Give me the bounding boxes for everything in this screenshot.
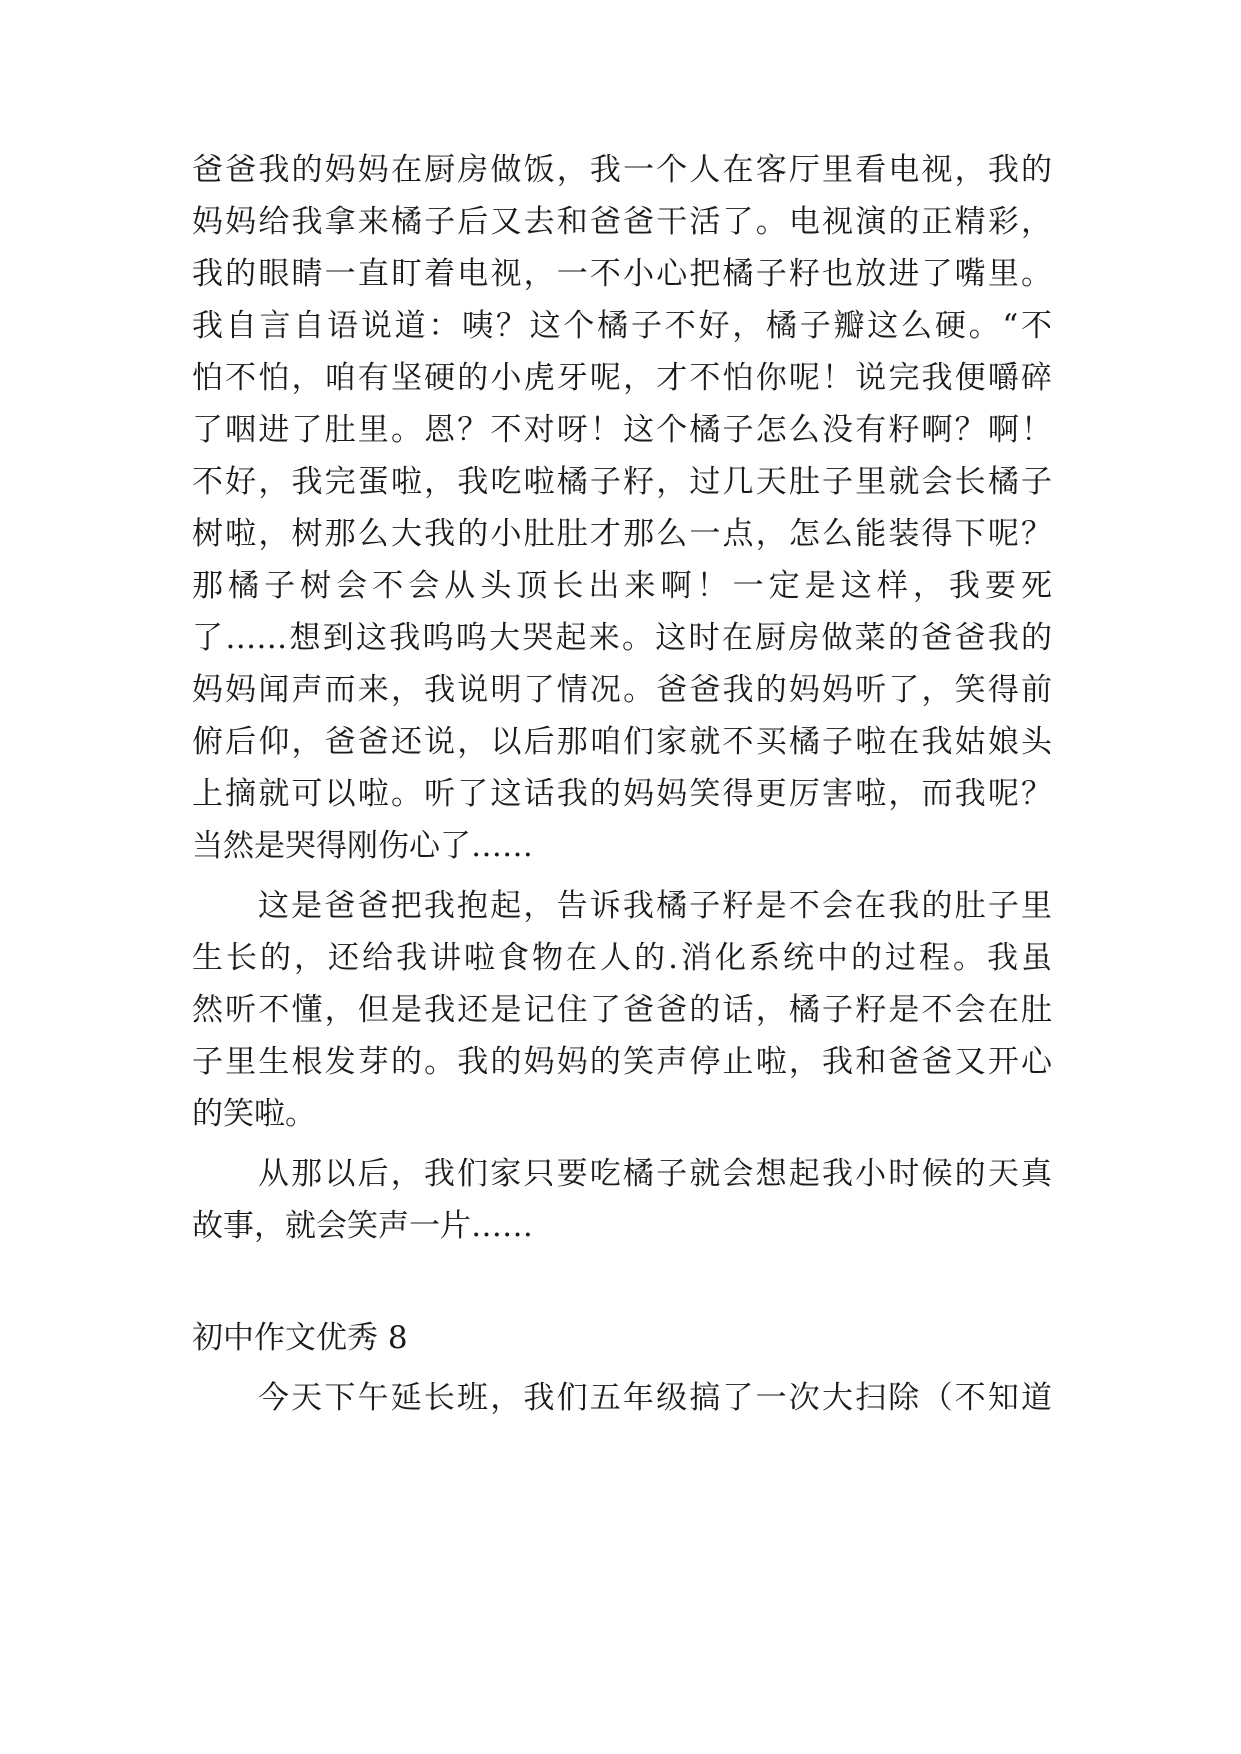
text-line: 故事，就会笑声一片…… — [192, 1208, 533, 1244]
text-line: 妈妈给我拿来橘子后又去和爸爸干活了。电视演的正精彩， — [192, 204, 1052, 240]
text-line: 子里生根发芽的。我的妈妈的笑声停止啦，我和爸爸又开心 — [192, 1044, 1052, 1080]
text-line: 的笑啦。 — [192, 1096, 316, 1132]
text-line: 从那以后，我们家只要吃橘子就会想起我小时候的天真 — [258, 1156, 1052, 1192]
text-line: 然听不懂，但是我还是记住了爸爸的话，橘子籽是不会在肚 — [192, 992, 1052, 1028]
text-line: 当然是哭得刚伤心了…… — [192, 828, 533, 864]
text-line: 了咽进了肚里。恩？不对呀！这个橘子怎么没有籽啊？啊！ — [192, 412, 1052, 448]
section-heading: 初中作文优秀 8 — [192, 1320, 408, 1356]
text-line: 了……想到这我呜呜大哭起来。这时在厨房做菜的爸爸我的 — [192, 620, 1052, 656]
text-line: 不好，我完蛋啦，我吃啦橘子籽，过几天肚子里就会长橘子 — [192, 464, 1052, 500]
text-line: 那橘子树会不会从头顶长出来啊！一定是这样，我要死 — [192, 568, 1052, 604]
text-line: 生长的，还给我讲啦食物在人的.消化系统中的过程。我虽 — [192, 940, 1052, 976]
text-line: 树啦，树那么大我的小肚肚才那么一点，怎么能装得下呢？ — [192, 516, 1052, 552]
text-line: 这是爸爸把我抱起，告诉我橘子籽是不会在我的肚子里 — [258, 888, 1052, 924]
text-line: 妈妈闻声而来，我说明了情况。爸爸我的妈妈听了，笑得前 — [192, 672, 1052, 708]
text-line: 俯后仰，爸爸还说，以后那咱们家就不买橘子啦在我姑娘头 — [192, 724, 1052, 760]
text-line: 今天下午延长班，我们五年级搞了一次大扫除（不知道 — [258, 1380, 1052, 1416]
text-line: 怕不怕，咱有坚硬的小虎牙呢，才不怕你呢！说完我便嚼碎 — [192, 360, 1052, 396]
text-line: 我的眼睛一直盯着电视，一不小心把橘子籽也放进了嘴里。 — [192, 256, 1052, 292]
text-line: 我自言自语说道：咦？这个橘子不好，橘子瓣这么硬。“不 — [192, 308, 1052, 344]
text-line: 上摘就可以啦。听了这话我的妈妈笑得更厉害啦，而我呢？ — [192, 776, 1052, 812]
text-line: 爸爸我的妈妈在厨房做饭，我一个人在客厅里看电视，我的 — [192, 152, 1052, 188]
